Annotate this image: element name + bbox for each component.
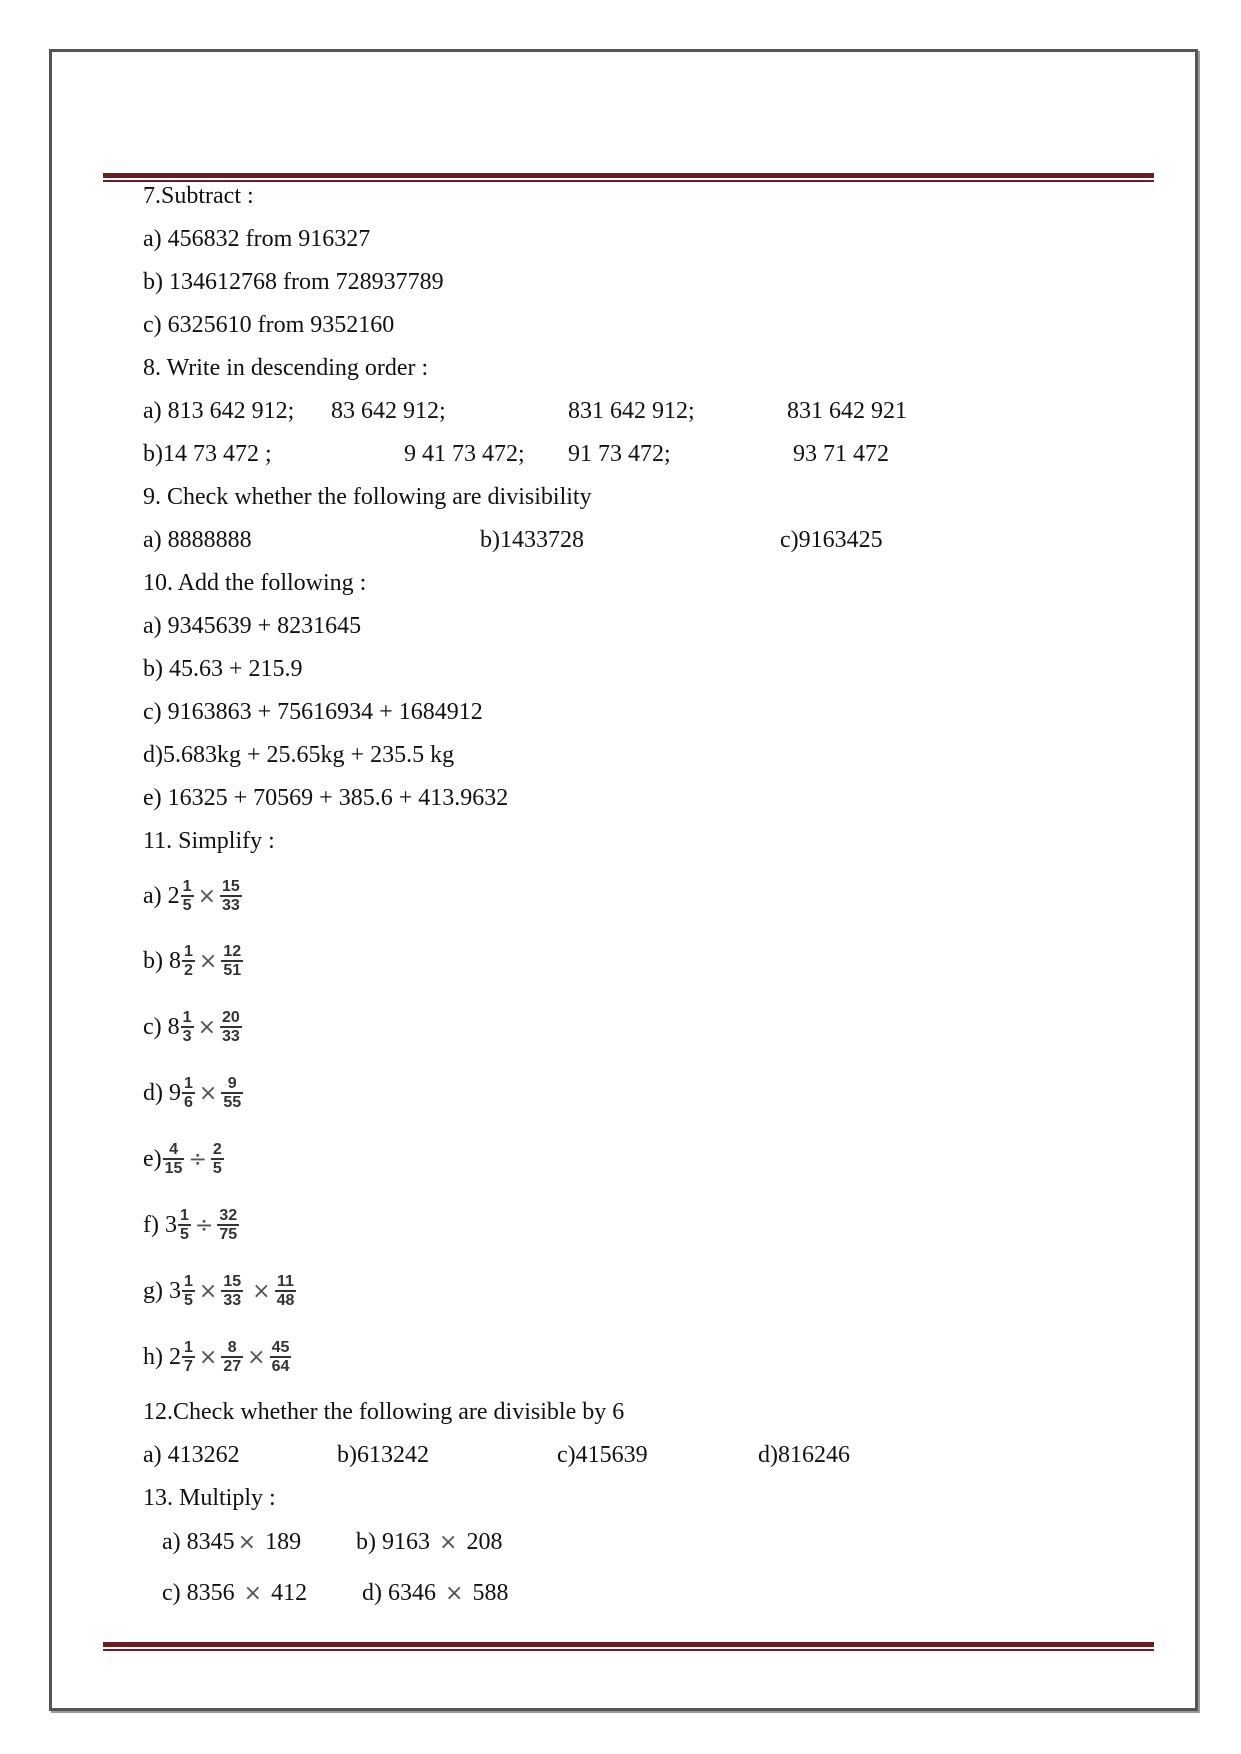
fraction: $\frac{20}{33}$ — [222, 1009, 240, 1045]
q11-item-f: f) 3 $\frac{1}{5}$ ÷ $\frac{32}{75}$ — [143, 1207, 238, 1243]
q7-title: 7.Subtract : — [143, 183, 254, 209]
q10-title: 10. Add the following : — [143, 570, 367, 596]
times-icon: × — [198, 1278, 218, 1304]
q9-title: 9. Check whether the following are divisibility — [143, 484, 592, 510]
q9-item-c: c)9163425 — [780, 527, 883, 553]
fraction: $\frac{2}{5}$ — [212, 1141, 222, 1177]
times-icon: × — [439, 1530, 458, 1556]
times-icon: × — [243, 1581, 263, 1607]
times-icon: × — [197, 883, 216, 909]
q8-a-2: 83 642 912; — [331, 398, 446, 424]
q11-item-d: d) 9 $\frac{1}{6}$ × $\frac{9}{55}$ — [143, 1075, 242, 1111]
fraction: $\frac{9}{55}$ — [223, 1075, 242, 1111]
q8-a-4: 831 642 921 — [787, 398, 907, 424]
fraction: $\frac{12}{51}$ — [223, 943, 242, 979]
times-icon: × — [252, 1278, 271, 1304]
fraction: $\frac{15}{33}$ — [223, 1273, 242, 1309]
fraction: $\frac{1}{7}$ — [184, 1339, 193, 1375]
fraction: $\frac{4}{15}$ — [164, 1141, 183, 1177]
q13-item-a: a) 8345 × 189 — [162, 1529, 302, 1556]
q10-item-d: d)5.683kg + 25.65kg + 235.5 kg — [143, 742, 455, 768]
q11-item-b: b) 8 $\frac{1}{2}$ × $\frac{12}{51}$ — [143, 943, 242, 979]
q11-item-h: h) 2 $\frac{1}{7}$ × $\frac{8}{27}$ × $\frac{45}{64}$ — [143, 1339, 290, 1375]
q13-item-c: c) 8356 × 412 — [162, 1580, 308, 1607]
bottom-divider — [103, 1642, 1154, 1651]
q10-item-e: e) 16325 + 70569 + 385.6 + 413.9632 — [143, 785, 509, 811]
q8-b-2: 9 41 73 472; — [404, 441, 525, 467]
q13-item-b: b) 9163 × 208 — [356, 1529, 503, 1556]
q8-title: 8. Write in descending order : — [143, 355, 429, 381]
times-icon: × — [247, 1344, 266, 1370]
q8-a-3: 831 642 912; — [568, 398, 695, 424]
fraction: $\frac{1}{5}$ — [182, 878, 192, 914]
q12-item-c: c)415639 — [557, 1442, 648, 1468]
q13-item-d: d) 6346 × 588 — [362, 1580, 509, 1607]
q10-item-b: b) 45.63 + 215.9 — [143, 656, 303, 682]
q12-title: 12.Check whether the following are divisible by 6 — [143, 1399, 625, 1425]
fraction: $\frac{1}{5}$ — [184, 1273, 193, 1309]
q11-title: 11. Simplify : — [143, 828, 275, 854]
q7-item-b: b) 134612768 from 728937789 — [143, 269, 444, 295]
q8-a-1: a) 813 642 912; — [143, 398, 295, 424]
q10-item-c: c) 9163863 + 75616934 + 1684912 — [143, 699, 483, 725]
times-icon: × — [198, 948, 218, 974]
times-icon: × — [198, 1344, 218, 1370]
q11-item-c: c) 8 $\frac{1}{3}$ × $\frac{20}{33}$ — [143, 1009, 240, 1045]
top-divider — [103, 173, 1154, 182]
times-icon: × — [197, 1014, 216, 1040]
divide-icon: ÷ — [188, 1146, 207, 1172]
fraction: $\frac{1}{6}$ — [184, 1075, 193, 1111]
q12-item-a: a) 413262 — [143, 1442, 240, 1468]
fraction: $\frac{1}{2}$ — [184, 943, 193, 979]
fraction: $\frac{1}{3}$ — [182, 1009, 192, 1045]
q13-title: 13. Multiply : — [143, 1485, 276, 1511]
q10-item-a: a) 9345639 + 8231645 — [143, 613, 362, 639]
q9-item-b: b)1433728 — [480, 527, 584, 553]
fraction: $\frac{45}{64}$ — [271, 1339, 290, 1375]
q11-item-g: g) 3 $\frac{1}{5}$ × $\frac{15}{33}$ × $\frac{11}{48}$ — [143, 1273, 295, 1309]
fraction: $\frac{32}{75}$ — [219, 1207, 238, 1243]
q7-item-a: a) 456832 from 916327 — [143, 226, 371, 252]
fraction: $\frac{11}{48}$ — [276, 1273, 295, 1309]
times-icon: × — [237, 1530, 257, 1556]
q12-item-d: d)816246 — [758, 1442, 850, 1468]
fraction: $\frac{1}{5}$ — [179, 1207, 189, 1243]
q8-b-1: b)14 73 472 ; — [143, 441, 272, 467]
q8-b-3: 91 73 472; — [568, 441, 671, 467]
q12-item-b: b)613242 — [337, 1442, 429, 1468]
q11-item-a: a) 2 $\frac{1}{5}$ × $\frac{15}{33}$ — [143, 878, 240, 914]
q9-item-a: a) 8888888 — [143, 527, 252, 553]
fraction: $\frac{15}{33}$ — [222, 878, 240, 914]
times-icon: × — [445, 1581, 464, 1607]
q11-item-e: e) $\frac{4}{15}$ ÷ $\frac{2}{5}$ — [143, 1141, 222, 1177]
divide-icon: ÷ — [194, 1212, 214, 1238]
q7-item-c: c) 6325610 from 9352160 — [143, 312, 395, 338]
times-icon: × — [198, 1080, 218, 1106]
q8-b-4: 93 71 472 — [793, 441, 889, 467]
fraction: $\frac{8}{27}$ — [223, 1339, 242, 1375]
